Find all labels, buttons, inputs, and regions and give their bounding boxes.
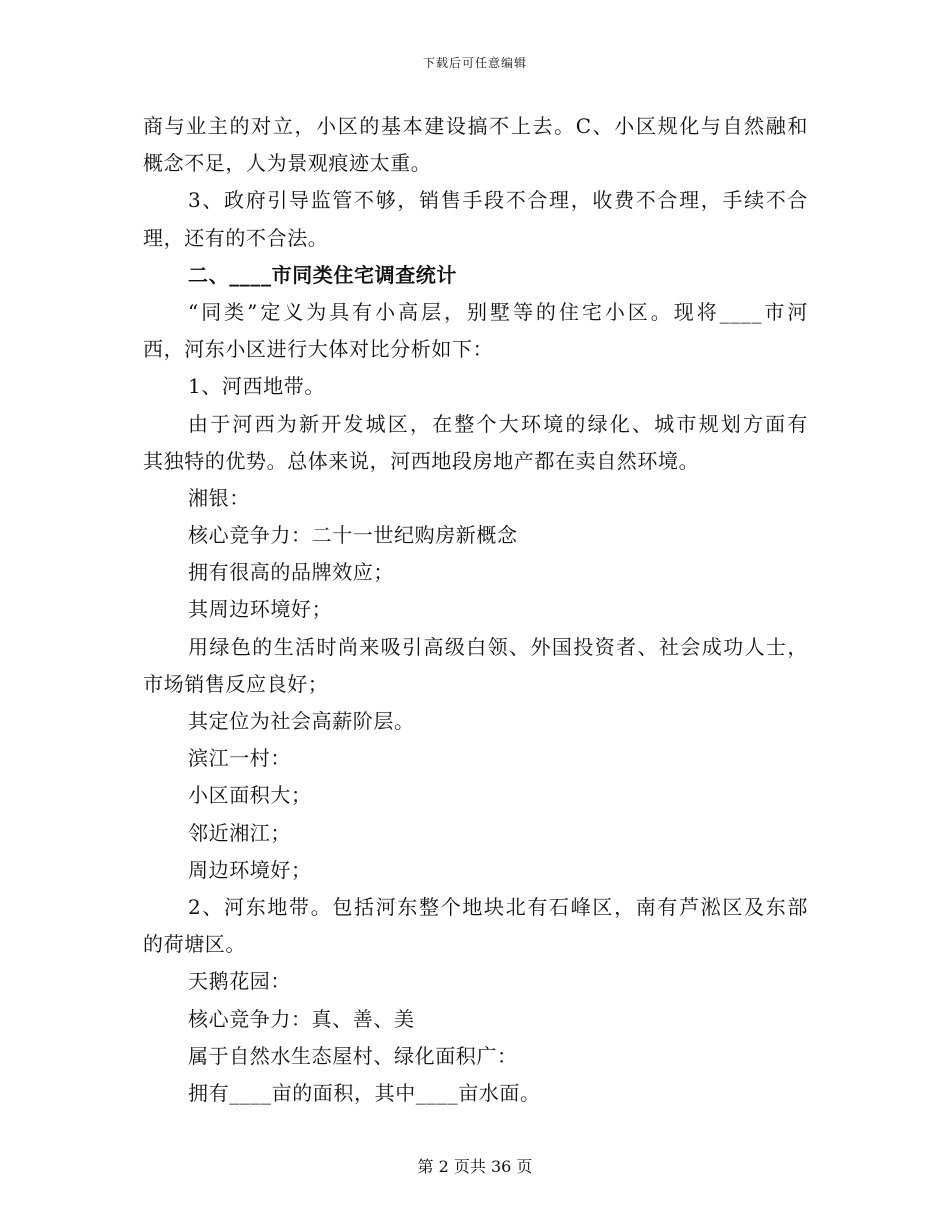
paragraph-line: 滨江一村： [188,746,291,771]
paragraph-line: 核心竞争力：真、善、美 [188,1006,415,1031]
paragraph-line: 拥有很高的品牌效应； [188,560,394,585]
paragraph-line: 天鹅花园： [188,969,291,994]
paragraph-line: 商与业主的对立，小区的基本建设搞不上去。C、小区规化与自然融和 [143,114,808,138]
paragraph-line: 湘银： [188,485,250,510]
paragraph-line: 理，还有的不合法。 [143,225,329,250]
paragraph-line: 由于河西为新开发城区，在整个大环境的绿化、城市规划方面有 [188,411,808,436]
paragraph-line: 其独特的优势。总体来说，河西地段房地产都在卖自然环境。 [143,448,700,473]
paragraph-line: 西，河东小区进行大体对比分析如下： [143,337,494,362]
paragraph-line: 3、政府引导监管不够，销售手段不合理，收费不合理，手续不合 [188,188,808,213]
paragraph-line: 1、河西地带。 [188,374,325,399]
document-body [143,108,808,1112]
paragraph-line: 其定位为社会高薪阶层。 [188,709,415,733]
paragraph-line: “同类”定义为具有小高层，别墅等的住宅小区。现将____市河 [188,299,808,324]
section-heading: 二、____市同类住宅调查统计 [188,262,457,287]
page-header: 下载后可任意编辑 [422,56,527,70]
paragraph-line: 拥有____亩的面积，其中____亩水面。 [188,1080,541,1105]
paragraph-line: 邻近湘江； [188,820,291,845]
paragraph-line: 概念不足，人为景观痕迹太重。 [143,151,432,176]
paragraph-line: 属于自然水生态屋村、绿化面积广： [188,1043,518,1068]
paragraph-line: 核心竞争力：二十一世纪购房新概念 [188,523,518,548]
paragraph-line: 的荷塘区。 [143,932,246,957]
paragraph-line: 其周边环境好； [188,597,333,622]
paragraph-line: 2、河东地带。包括河东整个地块北有石峰区，南有芦淞区及东部 [188,894,808,919]
page-footer: 第 2 页共 36 页 [417,1157,533,1176]
paragraph-line: 周边环境好； [188,857,312,882]
paragraph-line: 用绿色的生活时尚来吸引高级白领、外国投资者、社会成功人士， [188,634,808,659]
paragraph-line: 市场销售反应良好； [143,671,329,696]
paragraph-line: 小区面积大； [188,783,312,808]
